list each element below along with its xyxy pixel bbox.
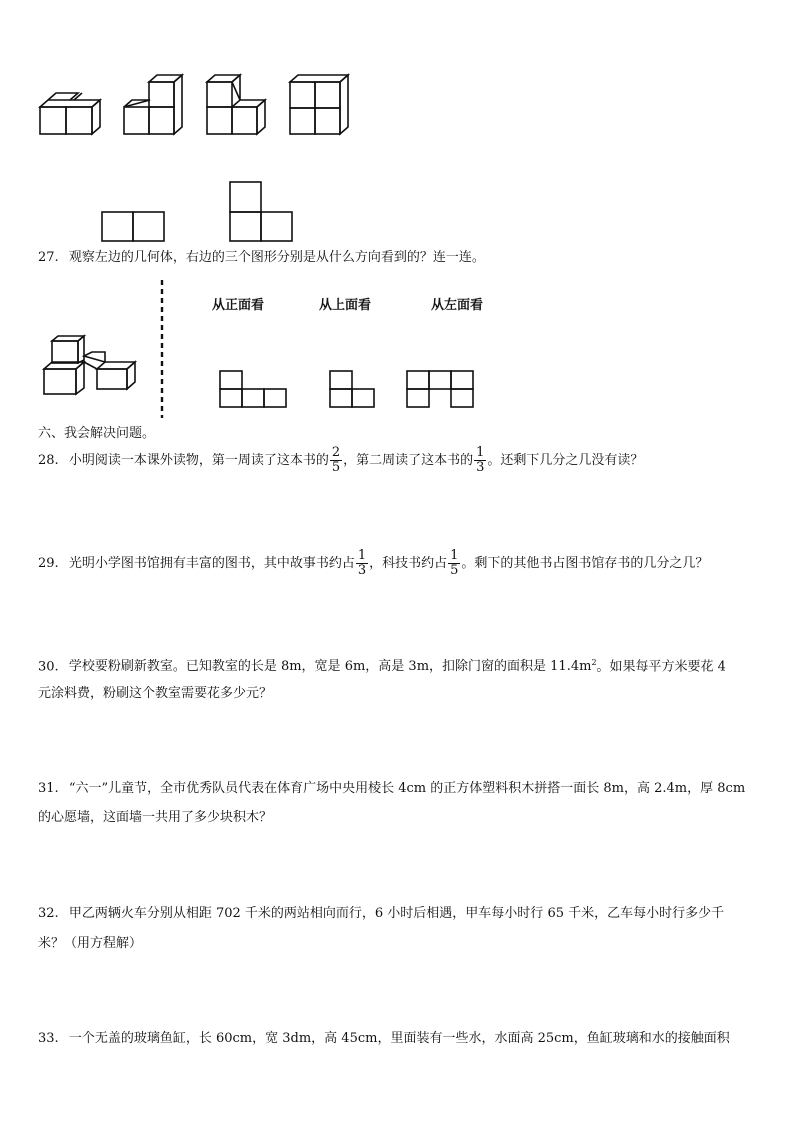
question-32-line2: 米？（用方程解）	[38, 936, 143, 951]
q27-views	[0, 0, 794, 420]
question-32	[38, 907, 724, 921]
question-number: 31.	[38, 781, 59, 796]
question-number: 33.	[38, 1031, 59, 1046]
question-31	[38, 782, 745, 796]
question-30: 30. 学校要粉刷新教室。已知教室的长是 8m，宽是 6m，高是 3m，扣除门窗的面积是 $11.4m^2$。如果每平方米要花 4	[38, 658, 726, 675]
question-number: 32.	[38, 906, 59, 921]
question-29: 29. 光明小学图书馆拥有丰富的图书，其中故事书约占 $\frac{1}{3}$ ，科技书约占 $\frac{1}{5}$ 。剩下的其他书占图书馆存书的几分之几？	[38, 548, 709, 578]
question-number: 30.	[38, 659, 59, 675]
question-text: 一个无盖的玻璃鱼缸，长 60cm，宽 3dm，高 45cm，里面装有一些水，水面高 25cm，鱼缸玻璃和水的接触面积	[68, 1031, 730, 1046]
fraction: $\frac{1}{5}$	[450, 548, 459, 578]
view-shape-1	[220, 371, 286, 407]
question-text: 光明小学图书馆拥有丰富的图书，其中故事书约占	[68, 556, 355, 571]
question-31-line2: 的心愿墙，这面墙一共用了多少块积木？	[38, 810, 273, 825]
fraction: $\frac{1}{3}$	[476, 445, 485, 475]
question-text: “六一”儿童节，全市优秀队员代表在体育广场中央用棱长 4cm 的正方体塑料积木拼搭一面长 8m，高 2.4m，厚 8cm	[68, 781, 746, 796]
question-33	[38, 1032, 730, 1046]
question-text: 小明阅读一本课外读物，第一周读了这本书的	[68, 453, 329, 468]
question-text: 学校要粉刷新教室。已知教室的长是 8m，宽是 6m，高是 3m，扣除门窗的面积是 11.4m	[68, 659, 592, 675]
view-label-top: 从上面看	[319, 298, 372, 313]
question-number: 29.	[38, 556, 59, 571]
view-label-front: 从正面看	[212, 298, 265, 313]
view-shape-3	[407, 371, 473, 407]
section-title: 六、我会解决问题。	[38, 426, 156, 441]
question-number: 27.	[38, 250, 59, 265]
question-number: 28.	[38, 453, 59, 468]
fraction: $\frac{2}{5}$	[331, 445, 341, 475]
question-text: 观察左边的几何体，右边的三个图形分别是从什么方向看到的？连一连。	[68, 250, 485, 265]
fraction: $\frac{1}{3}$	[357, 548, 367, 578]
question-30-line2: 元涂料费，粉刷这个教室需要花多少元？	[38, 686, 273, 701]
question-28: 28. 小明阅读一本课外读物，第一周读了这本书的 $\frac{2}{5}$ ，第二周读了这本书的 $\frac{1}{3}$ 。还剩下几分之几没有读？	[38, 445, 644, 475]
view-label-left: 从左面看	[431, 298, 484, 313]
view-shape-2	[330, 371, 374, 407]
question-text: 甲乙两辆火车分别从相距 702 千米的两站相向而行，6 小时后相遇，甲车每小时行 65 千米，乙车每小时行多少千	[68, 906, 725, 921]
